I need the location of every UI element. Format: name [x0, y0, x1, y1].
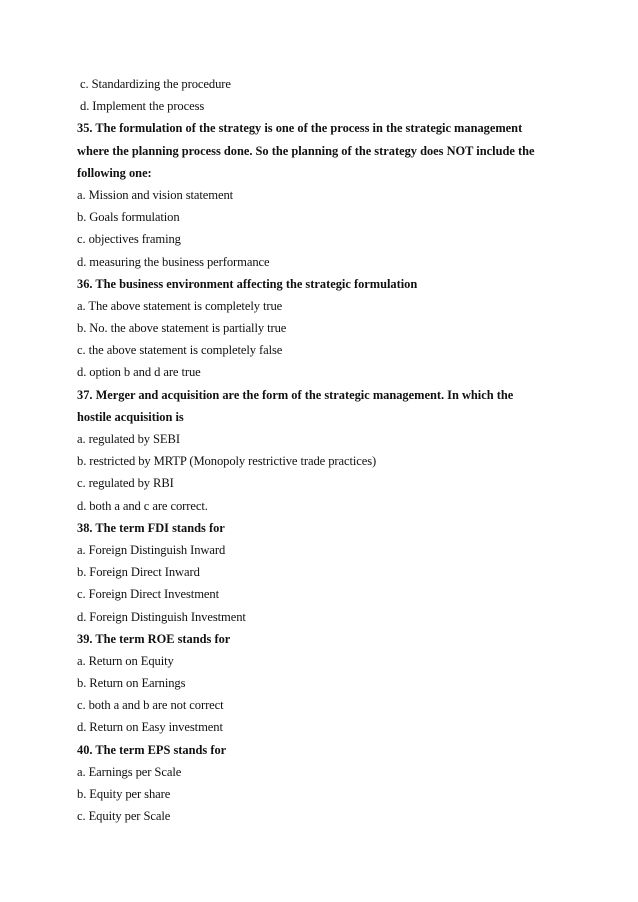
question-text: 36. The business environment affecting the strategic formulation — [77, 276, 418, 291]
question-text: following one: — [77, 165, 152, 180]
page-content — [77, 73, 567, 827]
option-line: a. Foreign Distinguish Inward — [77, 542, 226, 557]
question-text: 35. The formulation of the strategy is one of the process in the strategic management — [77, 121, 523, 136]
option-line: c. the above statement is completely false — [77, 343, 283, 358]
option-line: a. The above statement is completely true — [77, 298, 283, 313]
option-line: d. Implement the process — [80, 99, 205, 114]
option-line: d. measuring the business performance — [77, 254, 270, 269]
question-text: 37. Merger and acquisition are the form of the strategic management. In which the — [77, 387, 514, 402]
option-line: d. option b and d are true — [77, 365, 201, 380]
question-35 — [77, 117, 567, 272]
question-39 — [77, 628, 567, 739]
option-line: b. Goals formulation — [77, 210, 180, 225]
question-text: 38. The term FDI stands for — [77, 520, 225, 535]
option-line: d. both a and c are correct. — [77, 498, 208, 513]
question-40 — [77, 739, 567, 828]
option-line: c. Foreign Direct Investment — [77, 587, 219, 602]
option-line: b. Equity per share — [77, 787, 171, 801]
option-line: b. Foreign Direct Inward — [77, 565, 200, 580]
option-line: a. regulated by SEBI — [77, 432, 180, 446]
option-line: a. Return on Equity — [77, 653, 174, 668]
question-36 — [77, 273, 567, 384]
question-text: 39. The term ROE stands for — [77, 631, 231, 646]
question-text: hostile acquisition is — [77, 409, 184, 424]
question-37 — [77, 384, 567, 517]
option-line: a. Mission and vision statement — [77, 187, 234, 202]
option-line: d. Foreign Distinguish Investment — [77, 609, 246, 624]
option-line: d. Return on Easy investment — [77, 720, 223, 735]
option-line: b. No. the above statement is partially true — [77, 321, 287, 336]
question-text: where the planning process done. So the planning of the strategy does NOT include the — [77, 143, 535, 158]
question-38 — [77, 517, 567, 628]
option-line: c. Equity per Scale — [77, 809, 171, 824]
option-line: c. regulated by RBI — [77, 476, 174, 491]
option-line: c. both a and b are not correct — [77, 698, 224, 713]
option-line: c. Standardizing the procedure — [80, 77, 231, 91]
option-line: c. objectives framing — [77, 232, 181, 247]
option-line: b. restricted by MRTP (Monopoly restrictive trade practices) — [77, 454, 377, 469]
option-line: b. Return on Earnings — [77, 676, 186, 691]
question-text: 40. The term EPS stands for — [77, 742, 227, 757]
option-line: a. Earnings per Scale — [77, 764, 182, 779]
